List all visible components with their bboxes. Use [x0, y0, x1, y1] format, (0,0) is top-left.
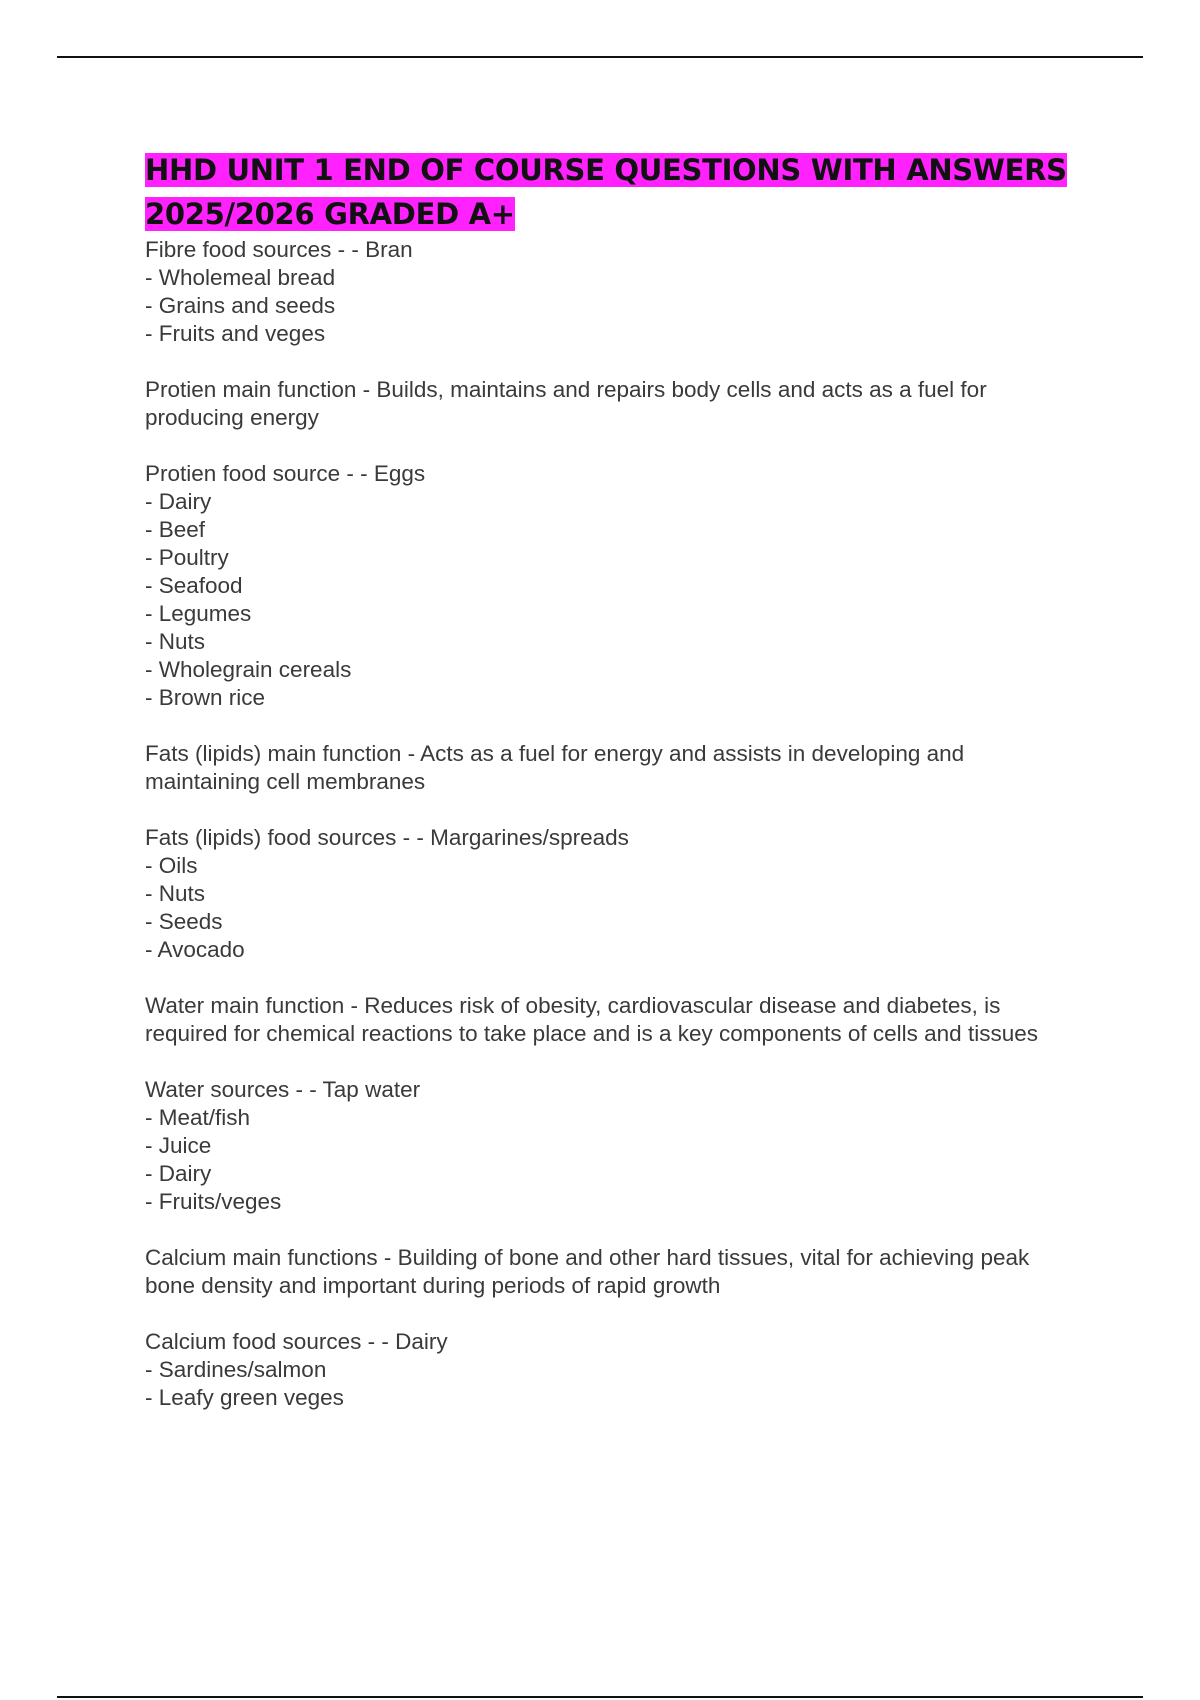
qa-entry: [145, 992, 1075, 1048]
qa-text: Fibre food sources - - Bran: [145, 237, 413, 262]
list-item: - Wholemeal bread: [145, 265, 336, 290]
qa-text: Water sources - - Tap water: [145, 1077, 421, 1102]
qa-text: Calcium food sources - - Dairy: [145, 1329, 448, 1354]
list-item: - Grains and seeds: [145, 293, 336, 318]
qa-entry: [145, 740, 1075, 796]
list-item: - Juice: [145, 1133, 212, 1158]
qa-entry: [145, 1076, 1075, 1216]
list-item: - Nuts: [145, 881, 206, 906]
document-body: [145, 148, 1075, 1440]
list-item: - Wholegrain cereals: [145, 657, 352, 682]
qa-list: [145, 1104, 1075, 1216]
qa-entry: [145, 236, 1075, 348]
qa-entry: [145, 1244, 1075, 1300]
qa-text: Protien main function - Builds, maintains and repairs body cells and acts as a fuel for producing energy: [145, 377, 987, 430]
qa-list: [145, 852, 1075, 964]
list-item: - Fruits/veges: [145, 1189, 282, 1214]
list-item: - Seeds: [145, 909, 223, 934]
qa-text: Calcium main functions - Building of bone and other hard tissues, vital for achieving peak bone density and important during periods of rapid growth: [145, 1245, 1030, 1298]
qa-entry: [145, 824, 1075, 964]
list-item: - Meat/fish: [145, 1105, 251, 1130]
qa-list: [145, 264, 1075, 348]
qa-entry: [145, 1328, 1075, 1412]
qa-entry: [145, 376, 1075, 432]
list-item: - Oils: [145, 853, 198, 878]
qa-text: Protien food source - - Eggs: [145, 461, 426, 486]
list-item: - Legumes: [145, 601, 252, 626]
qa-list: [145, 1356, 1075, 1412]
header-rule: [57, 56, 1143, 58]
footer-rule: [57, 1696, 1143, 1698]
list-item: - Fruits and veges: [145, 321, 326, 346]
qa-list: [145, 488, 1075, 712]
qa-text: Fats (lipids) main function - Acts as a fuel for energy and assists in developing and maintaining cell membranes: [145, 741, 965, 794]
list-item: - Beef: [145, 517, 206, 542]
list-item: - Avocado: [145, 937, 245, 962]
list-item: - Leafy green veges: [145, 1385, 344, 1410]
qa-text: Water main function - Reduces risk of obesity, cardiovascular disease and diabetes, is required for chemical reactions to take place and is a key components of cells and tissues: [145, 993, 1038, 1046]
list-item: - Dairy: [145, 1161, 212, 1186]
list-item: - Seafood: [145, 573, 243, 598]
list-item: - Brown rice: [145, 685, 266, 710]
list-item: - Poultry: [145, 545, 229, 570]
list-item: - Nuts: [145, 629, 206, 654]
document-title: HHD UNIT 1 END OF COURSE QUESTIONS WITH ANSWERS 2025/2026 GRADED A+: [145, 153, 1067, 231]
list-item: - Sardines/salmon: [145, 1357, 327, 1382]
qa-text: Fats (lipids) food sources - - Margarines/spreads: [145, 825, 629, 850]
list-item: - Dairy: [145, 489, 212, 514]
qa-entry: [145, 460, 1075, 712]
